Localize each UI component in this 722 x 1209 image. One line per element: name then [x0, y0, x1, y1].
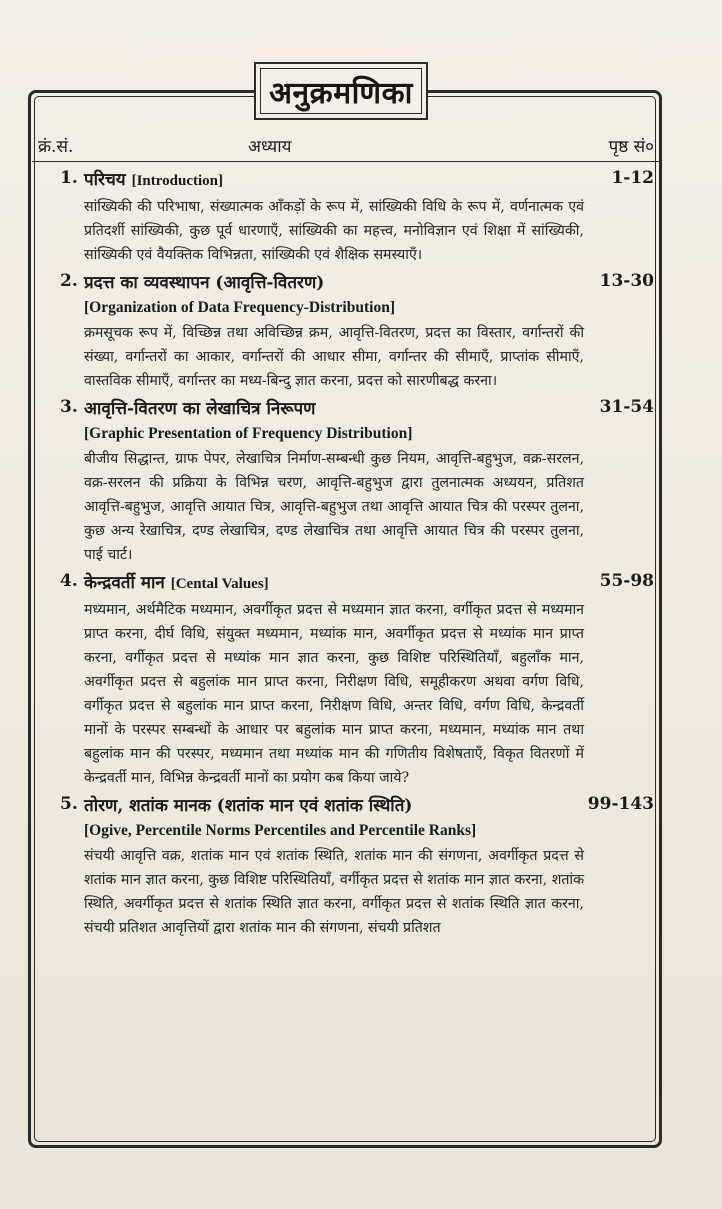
entry-title: [84, 397, 584, 422]
entry-number: 4.: [60, 571, 78, 591]
entry-body: [84, 168, 584, 267]
entry-title-hindi: आवृत्ति-वितरण का लेखाचित्र निरूपण: [84, 399, 316, 419]
title-box: [254, 62, 428, 120]
header-chapter: अध्याय: [248, 137, 292, 157]
entry-number: 1.: [60, 168, 78, 188]
contents-entry: [54, 794, 654, 940]
entry-description: बीजीय सिद्धान्त, ग्राफ पेपर, लेखाचित्र निर्माण-सम्बन्धी कुछ नियम, आवृत्ति-बहुभुज, वक्र-सरलन, वक्र-सरलन की प्रक्रिया के विभिन्न चरण, आवृत्ति-बहुभुज द्वारा तुलनात्मक अध्ययन, प्रतिशत आवृत्ति-बहुभुज, आवृत्ति आयात चित्र, आवृत्ति-बहुभुज तथा आवृत्ति आयात चित्र की परस्पर तुलना, कुछ अन्य रेखाचित्र, दण्ड लेखाचित्र, दण्ड लेखाचित्र तथा आवृत्ति आयात चित्र की परस्पर तुलना, पाई चार्ट।: [84, 451, 584, 563]
entry-body: [84, 397, 584, 567]
entry-pages: 55-98: [599, 571, 654, 591]
entry-description: सांख्यिकी की परिभाषा, संख्यात्मक आँकड़ों के रूप में, सांख्यिकी विधि के रूप में, वर्णनात्मक एवं प्रतिदर्शी सांख्यिकी, कुछ पूर्व धारणाएँ, सांख्यिकी का महत्त्व, मनोविज्ञान एवं शिक्षा में सांख्यिकी, सांख्यिकी एवं वैयक्तिक विभिन्नता, सांख्यिकी एवं शैक्षिक समस्याएँ।: [84, 199, 584, 263]
entry-title-hindi: तोरण, शतांक मानक (शतांक मान एवं शतांक स्थिति): [84, 796, 413, 816]
entry-pages: 99-143: [587, 794, 654, 814]
entry-title: [84, 271, 584, 296]
entry-number: 5.: [60, 794, 78, 814]
page-title: अनुक्रमणिका: [269, 75, 413, 111]
contents-list: [54, 168, 654, 944]
entry-pages: 31-54: [599, 397, 654, 417]
entry-number: 2.: [60, 271, 78, 291]
entry-title-english: [Introduction]: [131, 173, 223, 189]
entry-description: क्रमसूचक रूप में, विच्छिन्न तथा अविच्छिन्न क्रम, आवृत्ति-वितरण, प्रदत्त का विस्तार, वर्गान्तरों की संख्या, वर्गान्तरों का आकार, वर्गान्तरों की आधार सीमा, वर्गान्तर की सीमाएँ, प्राप्तांक सीमाएँ, वास्तविक सीमाएँ, वर्गान्तर का मध्य-बिन्दु ज्ञात करना, प्रदत्त को सारणीबद्ध करना।: [84, 325, 584, 389]
entry-description: मध्यमान, अर्थमैटिक मध्यमान, अवर्गीकृत प्रदत्त से मध्यमान ज्ञात करना, वर्गीकृत प्रदत्त से मध्यमान प्राप्त करना, दीर्घ विधि, संयुक्त मध्यमान, मध्यांक मान, अवर्गीकृत प्रदत्त से मध्यांक मान प्राप्त करना, वर्गीकृत प्रदत्त से मध्यांक मान ज्ञात करना, कुछ विशिष्ट परिस्थितियाँ, बहुलाँक मान, अवर्गीकृत प्रदत्त से बहुलांक मान प्राप्त करना, निरीक्षण विधि, समूहीकरण अथवा वर्गण विधि, वर्गीकृत प्रदत्त से बहुलांक मान प्राप्त करना, निरीक्षण विधि, अन्तर विधि, वर्गण विधि, केन्द्रवर्ती मानों के परस्पर सम्बन्धों के आधार पर बहुलांक मान प्राप्त करना, मध्यमान, मध्यांक मान तथा बहुलांक मान की परस्पर, मध्यमान तथा मध्यांक मान की गणितीय विशेषताएँ, विकृत वितरणों में केन्द्रवर्ती मान, विभिन्न केन्द्रवर्ती मानों का प्रयोग कब किया जाये?: [84, 602, 584, 786]
contents-entry: [54, 271, 654, 393]
header-divider: [32, 161, 660, 162]
entry-subtitle-english: [Graphic Presentation of Frequency Distribution]: [84, 425, 413, 442]
entry-title-english: [Cental Values]: [170, 576, 269, 592]
entry-pages: 13-30: [599, 271, 654, 291]
entry-pages: 1-12: [611, 168, 654, 188]
entry-body: [84, 571, 584, 790]
entry-title: [84, 794, 584, 819]
entry-subtitle-english: [Ogive, Percentile Norms Percentiles and Percentile Ranks]: [84, 822, 477, 839]
entry-title-hindi: प्रदत्त का व्यवस्थापन (आवृत्ति-वितरण): [84, 273, 325, 293]
entry-title-hindi: परिचय: [84, 170, 126, 190]
header-number: क्रं.सं.: [38, 137, 74, 157]
entry-title: [84, 571, 584, 597]
contents-entry: [54, 397, 654, 567]
entry-title: [84, 168, 584, 194]
header-page: पृष्ठ सं०: [608, 137, 654, 157]
entry-body: [84, 271, 584, 393]
contents-entry: [54, 571, 654, 790]
entry-number: 3.: [60, 397, 78, 417]
table-header: [32, 128, 660, 162]
contents-entry: [54, 168, 654, 267]
entry-body: [84, 794, 584, 940]
entry-description: संचयी आवृत्ति वक्र, शतांक मान एवं शतांक स्थिति, शतांक मान की संगणना, अवर्गीकृत प्रदत्त से शतांक मान ज्ञात करना, कुछ विशिष्ट परिस्थितियाँ, वर्गीकृत प्रदत्त से शतांक मान ज्ञात करना, शतांक स्थिति, अवर्गीकृत प्रदत्त से शतांक स्थिति ज्ञात करना, वर्गीकृत प्रदत्त से शतांक स्थिति ज्ञात करना, संचयी प्रतिशत आवृत्तियों द्वारा शतांक मान की संगणना, संचयी प्रतिशत: [84, 848, 584, 936]
entry-title-hindi: केन्द्रवर्ती मान: [84, 573, 165, 593]
entry-subtitle-english: [Organization of Data Frequency-Distribution]: [84, 299, 395, 316]
